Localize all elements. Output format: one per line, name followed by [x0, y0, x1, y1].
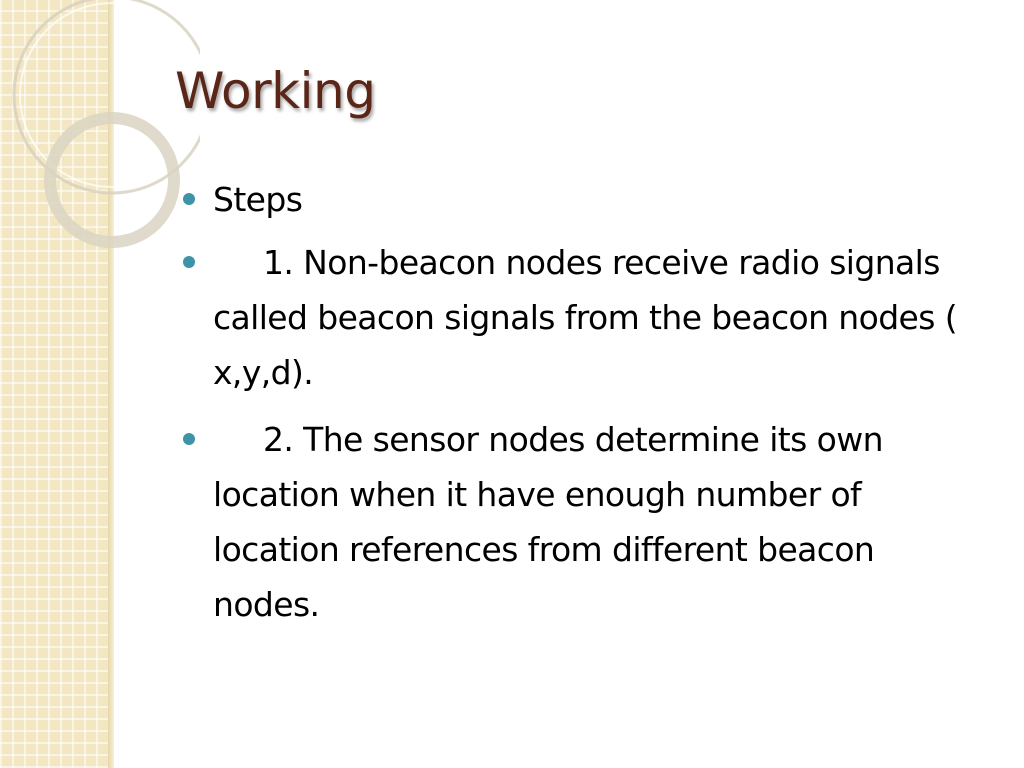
bullet-text: Steps: [213, 180, 303, 219]
bullet-item: [180, 172, 990, 227]
bullet-dot-icon: [183, 193, 195, 205]
bullet-item: [180, 235, 990, 400]
bullet-text: 2. The sensor nodes determine its own location when it have enough number of location references from different beacon nodes.: [213, 420, 883, 624]
decorative-rings: [0, 0, 200, 300]
bullet-item: [180, 412, 990, 632]
slide-title: Working: [175, 62, 376, 120]
bullet-text: 1. Non-beacon nodes receive radio signals called beacon signals from the beacon nodes ( x,y,d).: [213, 243, 958, 392]
bullet-dot-icon: [183, 433, 195, 445]
decorative-ring-small: [50, 118, 174, 242]
bullet-dot-icon: [183, 256, 195, 268]
bullet-list: [180, 172, 990, 644]
